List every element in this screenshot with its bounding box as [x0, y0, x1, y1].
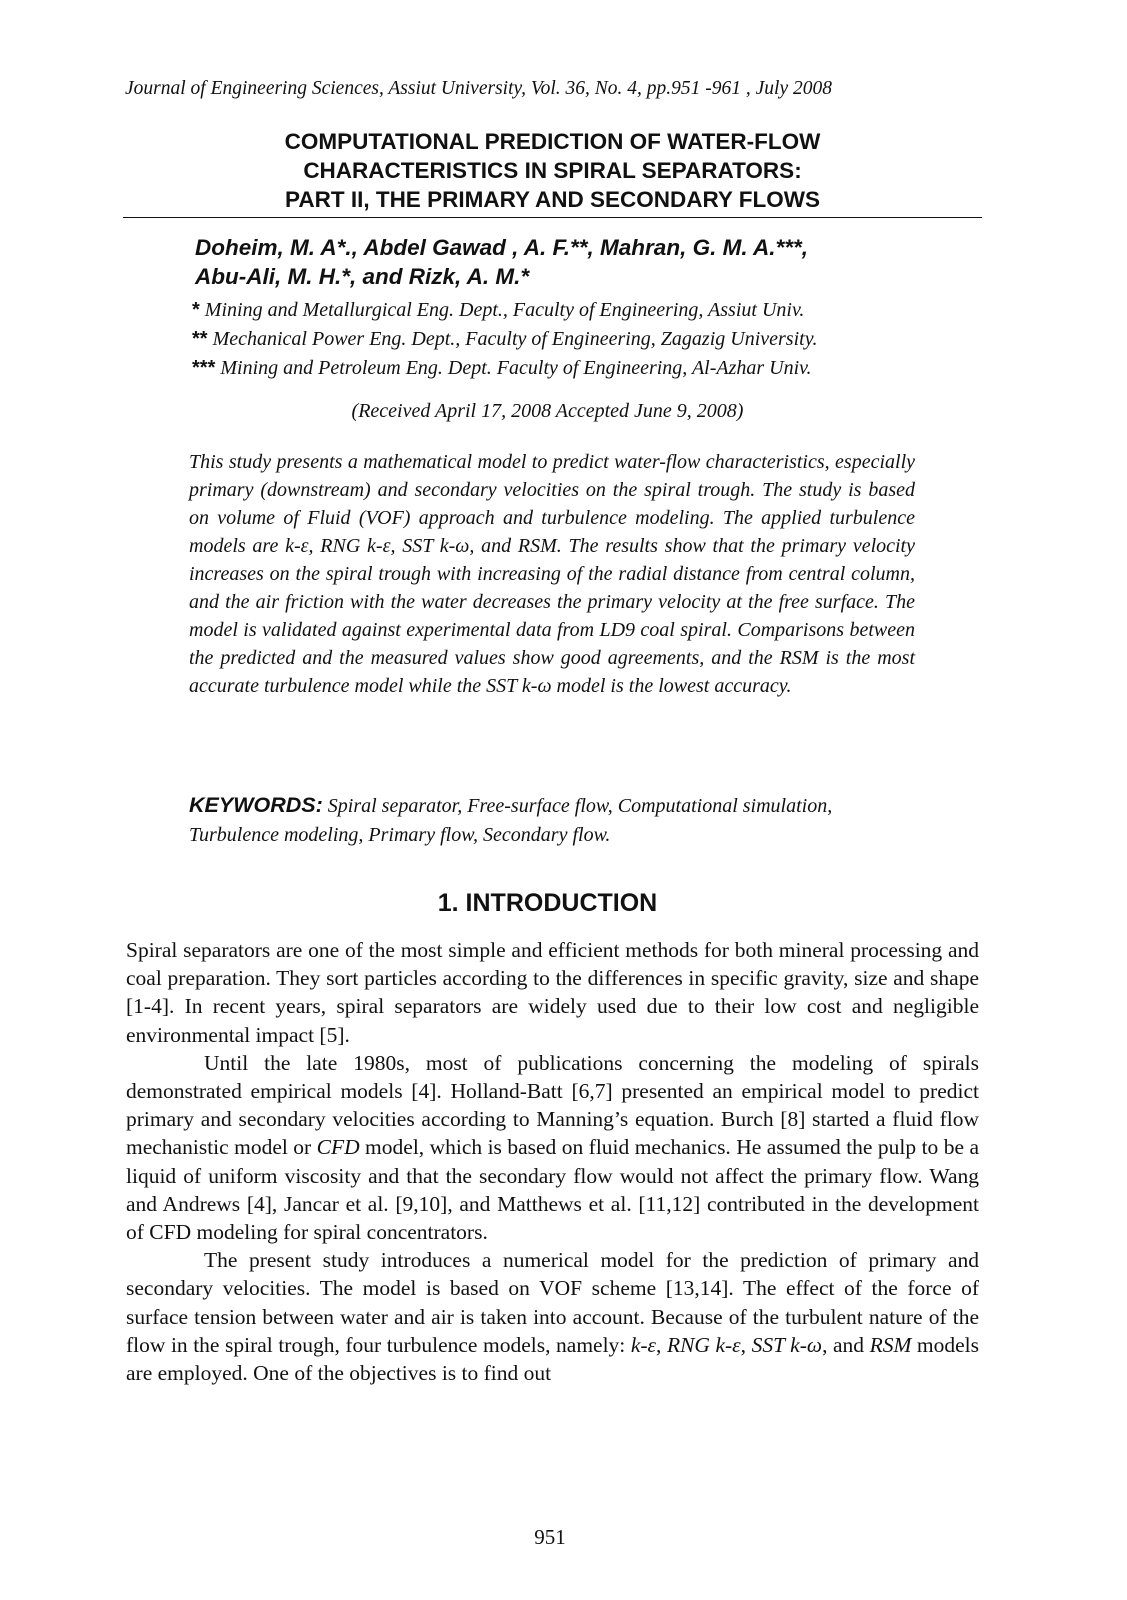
author-list	[195, 233, 975, 291]
affiliation-list	[192, 296, 992, 383]
received-dates: (Received April 17, 2008 Accepted June 9, 2008)	[351, 400, 744, 422]
paragraph	[126, 1246, 979, 1387]
title-line: PART II, THE PRIMARY AND SECONDARY FLOWS	[284, 187, 821, 212]
paragraph-text: The present study introduces a numerical model for the prediction of primary and secondary velocities. The model is based on VOF scheme [13,14]. The effect of the force of surface tension between water and air is taken into account. Because of the turbulent nature of the flow in the spiral trough, four turbulence models, namely:	[126, 1248, 979, 1357]
paper-title	[125, 127, 980, 214]
affiliation-mark: **	[192, 328, 208, 350]
paragraph	[126, 936, 979, 1049]
paragraph-text: ,	[740, 1332, 752, 1357]
paragraph	[126, 1049, 979, 1246]
title-line: CHARACTERISTICS IN SPIRAL SEPARATORS:	[303, 158, 802, 183]
journal-header: Journal of Engineering Sciences, Assiut University, Vol. 36, No. 4, pp.951 -961 , July 2008	[125, 78, 832, 99]
affiliation-text: Mining and Petroleum Eng. Dept. Faculty of Engineering, Al-Azhar Univ.	[215, 357, 812, 379]
affiliation-mark: ***	[192, 357, 216, 379]
paragraph-text: , and	[822, 1332, 870, 1357]
paragraph-emphasis: RSM	[869, 1332, 912, 1357]
page-number: 951	[534, 1525, 566, 1549]
paragraph-text: model, which is based on fluid mechanics. He assumed the pulp to be a liquid of uniform viscosity and that the secondary flow would not affect the primary flow. Wang and Andrews [4], Jancar et al. [9,10], and Matthews et al. [11,12] contributed in the development of CFD modeling for spiral concentrators.	[126, 1135, 979, 1245]
affiliation-text: Mechanical Power Eng. Dept., Faculty of Engineering, Zagazig University.	[207, 328, 818, 350]
abstract-text: This study presents a mathematical model to predict water-flow characteristics, especially primary (downstream) and secondary velocities on the spiral trough. The study is based on volume of Fluid (VOF) approach and turbulence modeling. The applied turbulence models are k-ε, RNG k-ε, SST k-ω, and RSM. The results show that the primary velocity increases on the spiral trough with increasing of the radial distance from central column, and the air friction with the water decreases the primary velocity at the free surface. The model is validated against experimental data from LD9 coal spiral. Comparisons between the predicted and the measured values show good agreements, and the RSM is the most accurate turbulence model while the SST k-ω model is the lowest accuracy.	[189, 451, 915, 697]
keywords	[189, 791, 915, 850]
affiliation-line	[192, 296, 992, 325]
paragraph-emphasis: RNG k-ε	[666, 1332, 741, 1357]
keywords-label: KEYWORDS:	[189, 793, 323, 817]
keywords-text: Spiral separator, Free-surface flow, Computational simulation, Turbulence modeling, Primary flow, Secondary flow.	[189, 795, 833, 846]
paragraph-text: Spiral separators are one of the most simple and efficient methods for both mineral processing and coal preparation. They sort particles according to the differences in specific gravity, size and shape [1-4]. In recent years, spiral separators are widely used due to their low cost and negligible environmental impact [5].	[126, 938, 979, 1047]
affiliation-line	[192, 354, 992, 383]
affiliation-mark: *	[192, 299, 200, 321]
abstract	[189, 448, 915, 700]
title-divider	[123, 217, 982, 218]
body-text	[126, 936, 979, 1387]
paragraph-emphasis: SST k-ω	[751, 1332, 823, 1357]
title-line: COMPUTATIONAL PREDICTION OF WATER-FLOW	[284, 129, 821, 154]
paragraph-emphasis: CFD	[316, 1135, 360, 1160]
affiliation-text: Mining and Metallurgical Eng. Dept., Faculty of Engineering, Assiut Univ.	[199, 299, 805, 321]
section-heading: 1. INTRODUCTION	[437, 889, 658, 917]
paragraph-emphasis: k-ε	[630, 1332, 657, 1357]
paragraph-text: ,	[656, 1332, 667, 1357]
affiliation-line	[192, 325, 992, 354]
paragraph-text: Until the late 1980s, most of publications concerning the modeling of spirals demonstrated empirical models [4]. Holland-Batt [6,7] presented an empirical model to predict primary and secondary velocities according to Manning’s equation. Burch [8] started a fluid flow mechanistic model or	[126, 1050, 979, 1160]
paragraph-text: models are employed. One of the objectives is to find out	[126, 1332, 980, 1386]
author-line: Abu-Ali, M. H.*, and Rizk, A. M.*	[195, 264, 530, 289]
author-line: Doheim, M. A*., Abdel Gawad , A. F.**, Mahran, G. M. A.***,	[195, 235, 809, 260]
